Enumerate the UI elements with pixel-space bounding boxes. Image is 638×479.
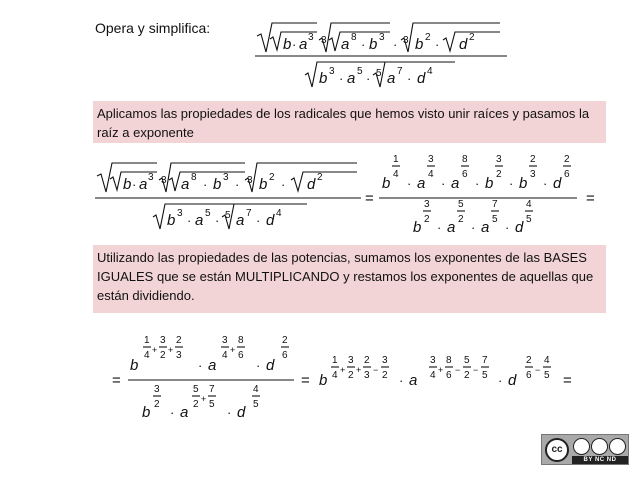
svg-text:5: 5 [492, 214, 498, 225]
svg-text:+: + [168, 345, 174, 355]
svg-text:a: a [180, 404, 189, 421]
problem-expression [255, 20, 515, 90]
exercise-heading: Opera y simplifica: [95, 20, 211, 36]
svg-text:1: 1 [144, 335, 150, 346]
svg-text:2: 2 [496, 169, 502, 180]
svg-text:3: 3 [160, 335, 166, 346]
svg-text:b: b [485, 175, 494, 192]
svg-text:6: 6 [282, 350, 288, 361]
svg-text:2: 2 [526, 355, 532, 366]
svg-text:+: + [356, 365, 362, 375]
svg-text:2: 2 [160, 350, 166, 361]
svg-text:b: b [319, 372, 328, 389]
svg-text:2: 2 [425, 32, 431, 43]
svg-text:=: = [563, 372, 572, 389]
svg-text:d: d [417, 70, 426, 87]
svg-text:8: 8 [351, 32, 357, 43]
svg-text:4: 4 [428, 169, 434, 180]
creative-commons-icon: cc [545, 438, 569, 462]
svg-text:a: a [208, 357, 217, 374]
svg-text:·: · [505, 220, 510, 235]
svg-text:b: b [130, 357, 139, 374]
svg-text:−: − [373, 365, 379, 375]
svg-text:3: 3 [364, 370, 370, 381]
svg-text:2: 2 [382, 370, 388, 381]
svg-text:4: 4 [526, 199, 532, 210]
svg-text:3: 3 [530, 169, 536, 180]
svg-text:·: · [187, 213, 192, 228]
svg-text:+: + [438, 365, 444, 375]
svg-text:d: d [459, 36, 468, 53]
svg-text:b: b [167, 212, 176, 229]
explanation-box-radicals: Aplicamos las propiedades de los radicales que hemos visto unir raíces y pasamos la raíz a exponente [93, 101, 606, 143]
svg-text:b: b [123, 176, 132, 193]
svg-text:a: a [299, 36, 308, 53]
svg-text:·: · [361, 37, 366, 52]
svg-text:a: a [347, 70, 356, 87]
svg-text:b: b [319, 70, 328, 87]
svg-text:b: b [142, 404, 151, 421]
svg-text:·: · [393, 37, 398, 52]
svg-text:b: b [283, 36, 292, 53]
svg-text:1: 1 [332, 355, 338, 366]
explanation-box-powers: Utilizando las propiedades de las potencias, sumamos los exponentes de las BASES IGUALES que se están MULTIPLICANDO y restamos los exponentes de aquellas que están dividiendo. [93, 245, 606, 313]
svg-text:d: d [266, 212, 275, 229]
svg-text:3: 3 [348, 355, 354, 366]
svg-text:a: a [139, 176, 148, 193]
svg-text:−: − [473, 365, 479, 375]
svg-text:a: a [451, 175, 460, 192]
svg-text:d: d [307, 176, 316, 193]
svg-text:3: 3 [148, 172, 154, 183]
svg-text:3: 3 [308, 32, 314, 43]
svg-text:b: b [369, 36, 378, 53]
svg-text:5: 5 [357, 66, 363, 77]
svg-text:4: 4 [332, 370, 338, 381]
svg-text:8: 8 [462, 154, 468, 165]
svg-text:a: a [409, 372, 418, 389]
svg-text:3: 3 [154, 384, 160, 395]
svg-text:+: + [152, 345, 158, 355]
noderivatives-icon [609, 438, 626, 455]
svg-text:·: · [435, 37, 440, 52]
svg-text:3: 3 [424, 199, 430, 210]
svg-text:a: a [417, 175, 426, 192]
svg-text:8: 8 [238, 335, 244, 346]
svg-text:7: 7 [482, 355, 488, 366]
svg-text:·: · [509, 176, 514, 191]
svg-text:3: 3 [329, 66, 335, 77]
svg-text:2: 2 [282, 335, 288, 346]
svg-text:·: · [170, 405, 175, 420]
svg-text:b: b [519, 175, 528, 192]
svg-text:5: 5 [205, 208, 211, 219]
svg-text:4: 4 [544, 355, 550, 366]
svg-text:4: 4 [222, 350, 228, 361]
svg-text:d: d [515, 219, 524, 236]
svg-text:4: 4 [393, 169, 399, 180]
svg-text:5: 5 [253, 399, 259, 410]
svg-text:b: b [382, 175, 391, 192]
svg-text:3: 3 [222, 335, 228, 346]
svg-text:6: 6 [462, 169, 468, 180]
svg-text:−: − [455, 365, 461, 375]
svg-text:·: · [498, 373, 503, 388]
svg-text:4: 4 [430, 370, 436, 381]
svg-text:5: 5 [458, 199, 464, 210]
svg-text:2: 2 [364, 355, 370, 366]
svg-text:7: 7 [246, 208, 252, 219]
svg-text:3: 3 [247, 175, 253, 186]
svg-text:a: a [387, 70, 396, 87]
svg-text:·: · [227, 405, 232, 420]
svg-text:5: 5 [376, 68, 382, 79]
svg-text:6: 6 [446, 370, 452, 381]
svg-text:+: + [340, 365, 346, 375]
svg-text:7: 7 [397, 66, 403, 77]
svg-text:−: − [535, 365, 541, 375]
svg-text:3: 3 [403, 35, 409, 46]
svg-text:3: 3 [223, 172, 229, 183]
svg-text:4: 4 [144, 350, 150, 361]
svg-text:·: · [235, 177, 240, 192]
svg-text:b: b [415, 36, 424, 53]
svg-text:2: 2 [317, 172, 323, 183]
svg-text:2: 2 [564, 154, 570, 165]
svg-text:d: d [266, 357, 275, 374]
svg-text:4: 4 [253, 384, 259, 395]
svg-text:a: a [341, 36, 350, 53]
svg-text:3: 3 [321, 35, 327, 46]
exponent-form-equation [95, 150, 607, 240]
svg-text:=: = [586, 190, 595, 207]
svg-text:+: + [201, 394, 207, 404]
svg-text:5: 5 [544, 370, 550, 381]
svg-text:3: 3 [428, 154, 434, 165]
svg-text:7: 7 [492, 199, 498, 210]
svg-text:4: 4 [276, 208, 282, 219]
svg-text:5: 5 [209, 399, 215, 410]
svg-text:·: · [203, 177, 208, 192]
svg-text:8: 8 [446, 355, 452, 366]
svg-text:d: d [508, 372, 517, 389]
svg-text:5: 5 [482, 370, 488, 381]
svg-text:2: 2 [464, 370, 470, 381]
svg-text:3: 3 [379, 32, 385, 43]
svg-text:a: a [481, 219, 490, 236]
svg-text:·: · [256, 213, 261, 228]
svg-text:2: 2 [193, 399, 199, 410]
svg-text:a: a [447, 219, 456, 236]
svg-text:2: 2 [348, 370, 354, 381]
svg-text:b: b [259, 176, 268, 193]
svg-text:·: · [399, 373, 404, 388]
svg-text:=: = [365, 190, 374, 207]
svg-text:·: · [292, 37, 297, 52]
svg-text:3: 3 [382, 355, 388, 366]
svg-text:·: · [437, 220, 442, 235]
svg-text:3: 3 [496, 154, 502, 165]
by-attribution-icon [573, 438, 590, 455]
svg-text:2: 2 [269, 172, 275, 183]
creative-commons-badge[interactable] [541, 434, 629, 465]
svg-text:2: 2 [530, 154, 536, 165]
svg-text:·: · [366, 71, 371, 86]
svg-text:·: · [407, 176, 412, 191]
svg-text:6: 6 [526, 370, 532, 381]
svg-text:3: 3 [430, 355, 436, 366]
svg-text:5: 5 [464, 355, 470, 366]
svg-text:b: b [413, 219, 422, 236]
svg-text:2: 2 [154, 399, 160, 410]
svg-text:·: · [256, 358, 261, 373]
svg-text:d: d [553, 175, 562, 192]
svg-text:+: + [230, 345, 236, 355]
svg-text:·: · [407, 71, 412, 86]
svg-text:d: d [237, 404, 246, 421]
license-label: BY NC ND [572, 456, 628, 464]
svg-text:2: 2 [176, 335, 182, 346]
svg-text:·: · [339, 71, 344, 86]
svg-text:a: a [236, 212, 245, 229]
svg-text:8: 8 [191, 172, 197, 183]
svg-text:2: 2 [458, 214, 464, 225]
svg-text:·: · [441, 176, 446, 191]
svg-text:3: 3 [177, 208, 183, 219]
svg-text:·: · [215, 213, 220, 228]
svg-text:·: · [475, 176, 480, 191]
svg-text:a: a [195, 212, 204, 229]
svg-text:3: 3 [161, 175, 167, 186]
svg-text:6: 6 [564, 169, 570, 180]
svg-text:·: · [543, 176, 548, 191]
svg-text:2: 2 [424, 214, 430, 225]
noncommercial-icon [591, 438, 608, 455]
svg-text:=: = [301, 372, 310, 389]
svg-text:b: b [213, 176, 222, 193]
svg-text:=: = [112, 372, 121, 389]
svg-text:3: 3 [176, 350, 182, 361]
svg-text:5: 5 [225, 210, 231, 221]
svg-text:·: · [281, 177, 286, 192]
svg-text:a: a [181, 176, 190, 193]
svg-text:5: 5 [526, 214, 532, 225]
svg-text:2: 2 [469, 32, 475, 43]
svg-text:5: 5 [193, 384, 199, 395]
svg-text:7: 7 [209, 384, 215, 395]
svg-text:6: 6 [238, 350, 244, 361]
svg-text:·: · [471, 220, 476, 235]
svg-text:1: 1 [393, 154, 399, 165]
svg-text:·: · [198, 358, 203, 373]
combined-exponents-equation [112, 330, 580, 425]
svg-text:·: · [132, 177, 137, 192]
svg-text:4: 4 [427, 66, 433, 77]
